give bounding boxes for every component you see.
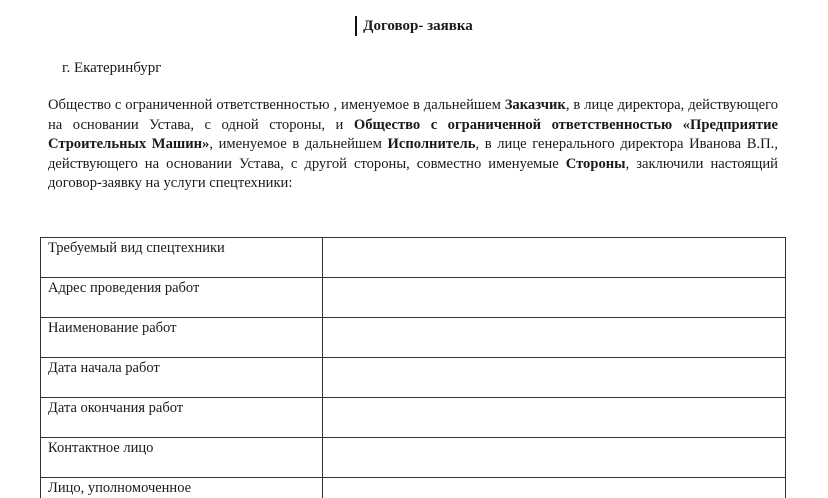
preamble-paragraph: [48, 96, 778, 194]
preamble-text: , именуемое в дальнейшем: [209, 136, 388, 152]
preamble-term-contractor: Исполнитель: [387, 136, 476, 152]
document-title: Договор- заявка: [355, 16, 473, 36]
table-row: [41, 438, 786, 478]
title-wrap: [0, 16, 828, 36]
field-value-equipment-type[interactable]: [323, 238, 786, 278]
field-label-start-date: Дата начала работ: [41, 358, 323, 398]
field-label-contact-person: Контактное лицо: [41, 438, 323, 478]
request-form-table: [40, 237, 786, 498]
table-row: [41, 318, 786, 358]
document-city: г. Екатеринбург: [62, 60, 162, 76]
field-label-work-address: Адрес проведения работ: [41, 278, 323, 318]
field-label-work-name: Наименование работ: [41, 318, 323, 358]
field-value-authorized-person[interactable]: [323, 478, 786, 498]
field-value-end-date[interactable]: [323, 398, 786, 438]
preamble-company-name: Общество с ограниченной ответственностью «Предприятие Строительных Машин»: [48, 116, 778, 152]
preamble-text: , в лице директора, действующего на основании Устава, с одной стороны, и: [48, 97, 778, 133]
preamble-term-customer: Заказчик: [504, 97, 566, 113]
table-row: [41, 278, 786, 318]
field-label-authorized-person: Лицо, уполномоченное: [41, 478, 323, 498]
table-row: [41, 238, 786, 278]
table-row: [41, 478, 786, 498]
field-value-contact-person[interactable]: [323, 438, 786, 478]
field-label-end-date: Дата окончания работ: [41, 398, 323, 438]
field-value-work-name[interactable]: [323, 318, 786, 358]
table-row: [41, 398, 786, 438]
preamble-term-parties: Стороны: [565, 155, 626, 172]
field-value-work-address[interactable]: [323, 278, 786, 318]
preamble-text: , заключили настоящий договор-заявку на услуги спецтехники:: [48, 155, 778, 191]
field-label-equipment-type: Требуемый вид спецтехники: [41, 238, 323, 278]
preamble-text: , в лице генерального директора Иванова В.П., действующего на основании Устава, с другой стороны, совместно именуемые: [48, 136, 778, 172]
preamble-text: Общество с ограниченной ответственностью , именуемое в дальнейшем: [48, 97, 505, 113]
table-row: [41, 358, 786, 398]
field-value-start-date[interactable]: [323, 358, 786, 398]
